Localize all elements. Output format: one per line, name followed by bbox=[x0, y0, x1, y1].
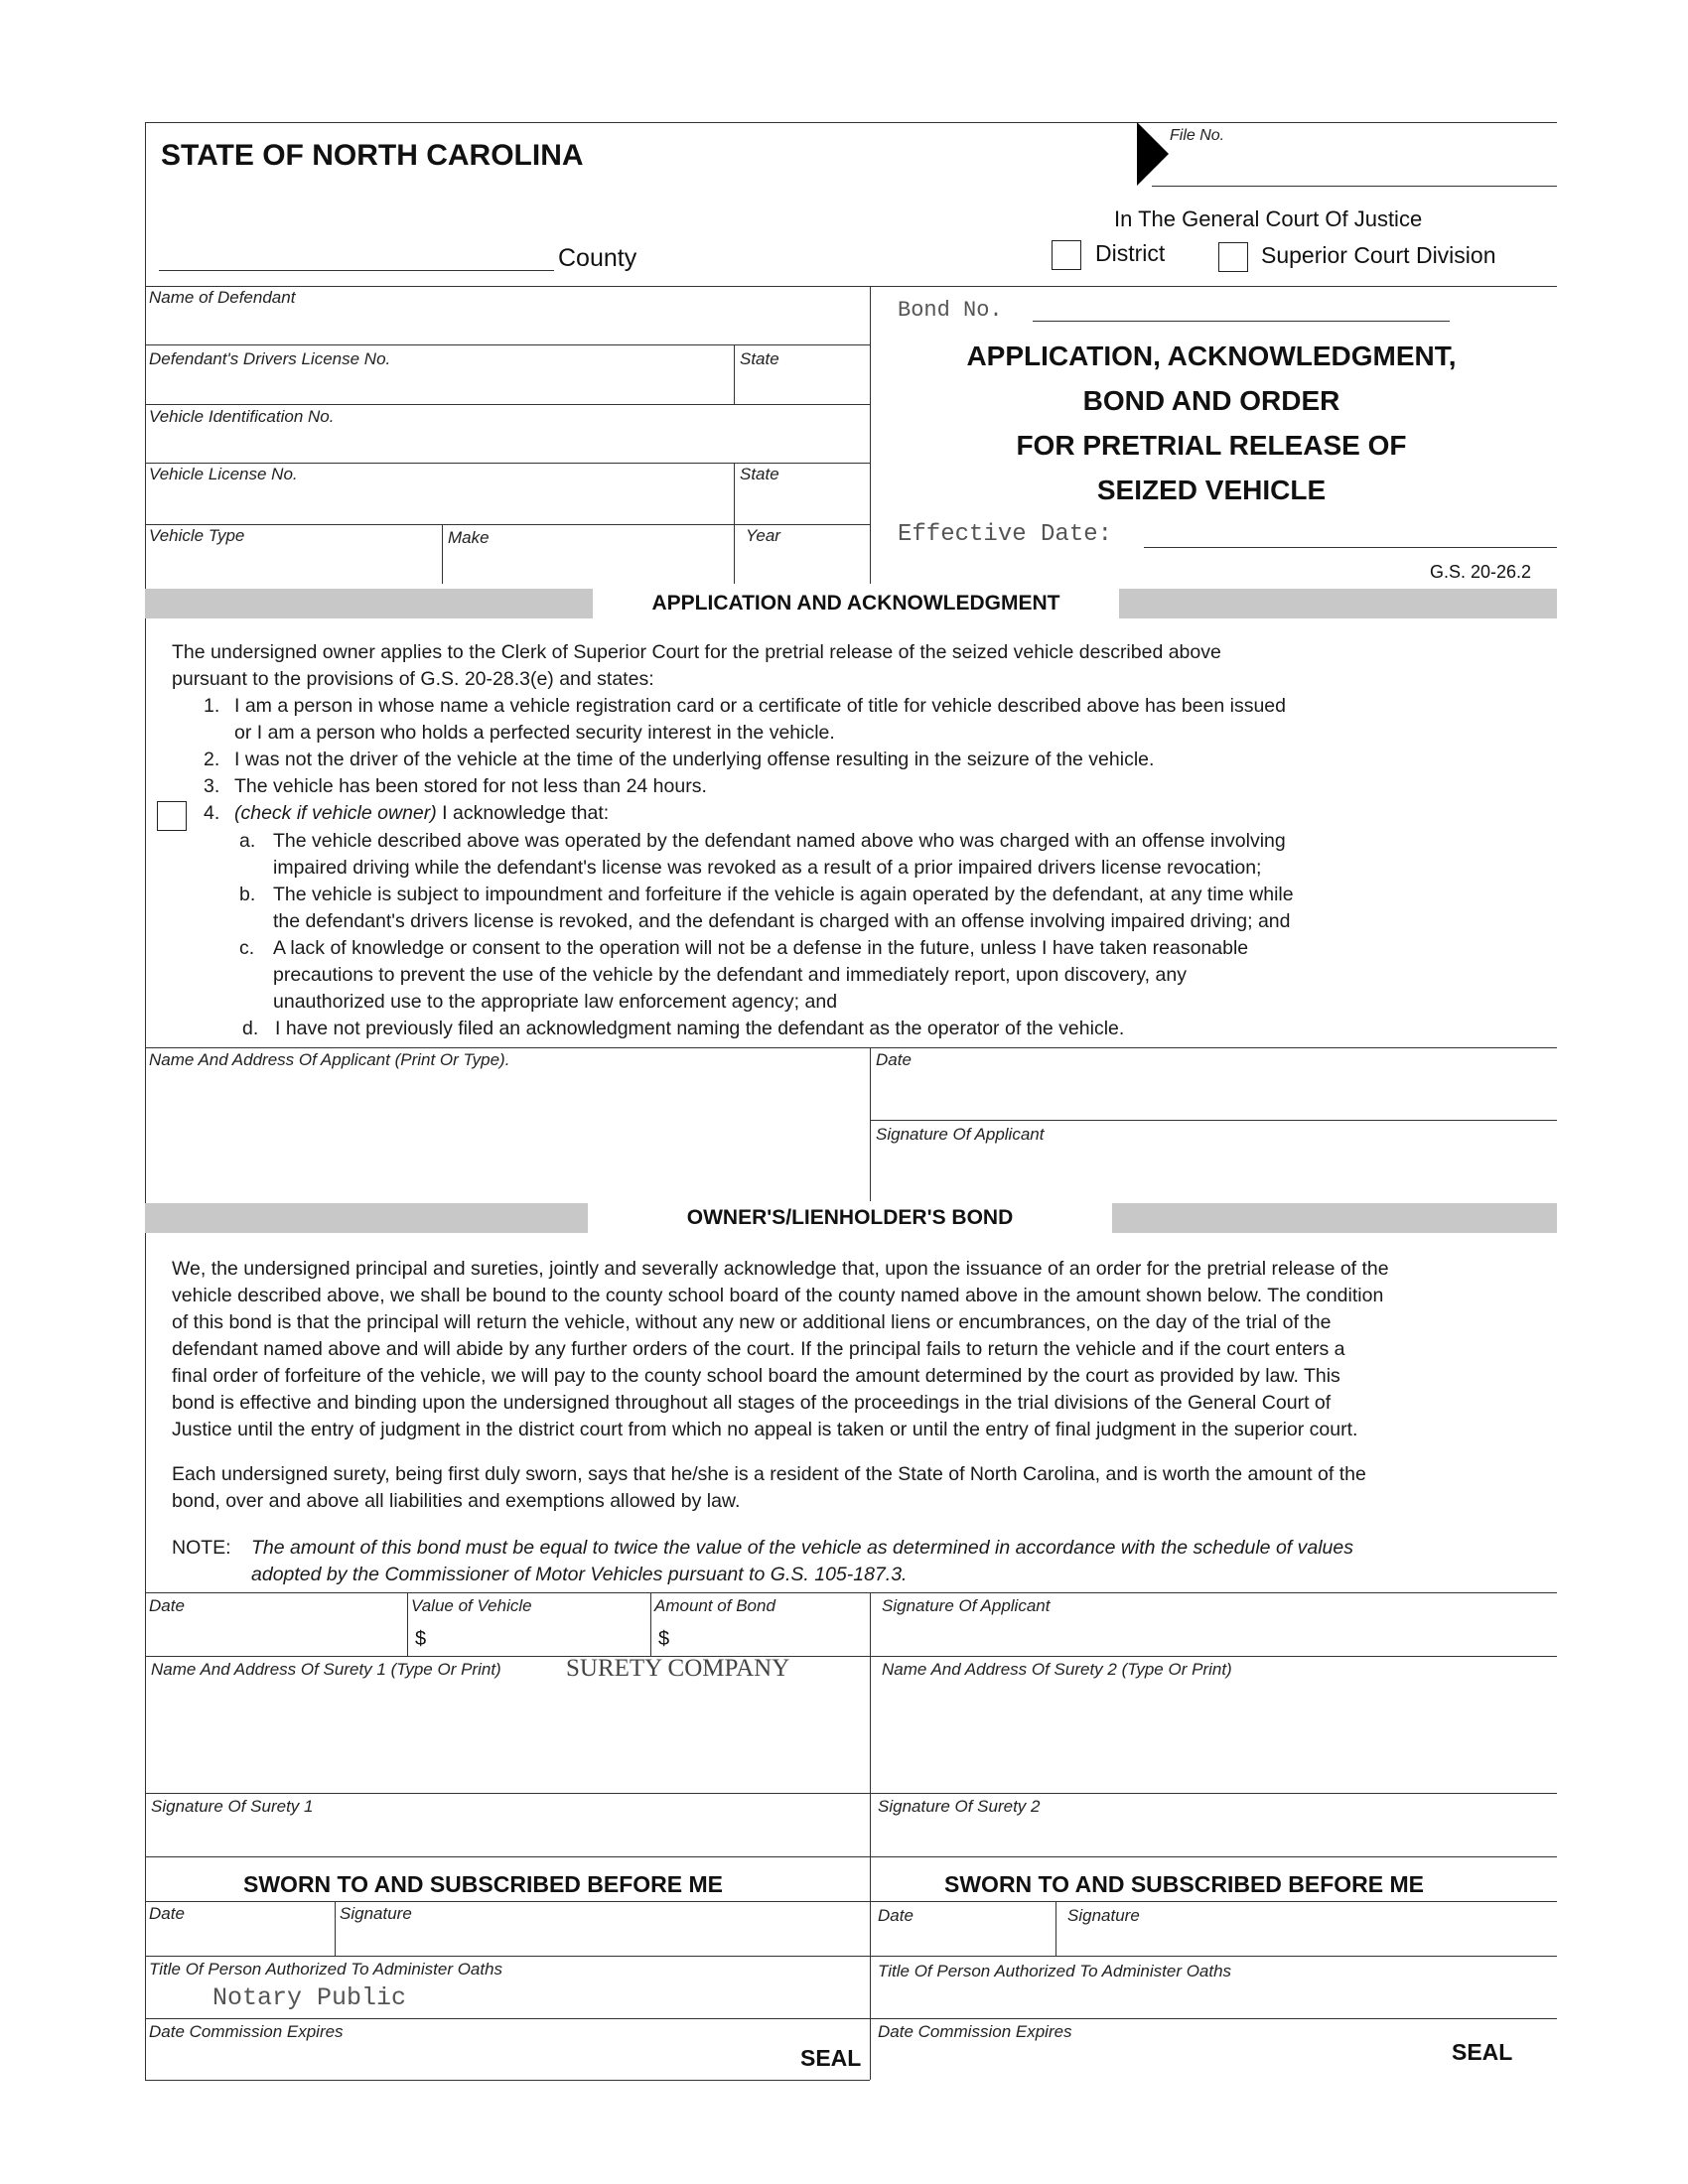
bond-no-label: Bond No. bbox=[898, 298, 1003, 323]
bond-vline-2 bbox=[650, 1592, 651, 1656]
grid-line-1 bbox=[145, 344, 870, 345]
statute-label: G.S. 20-26.2 bbox=[1430, 562, 1532, 582]
left-border bbox=[145, 122, 146, 2080]
bond-date-label: Date bbox=[149, 1596, 185, 1615]
item-4-number: 4. bbox=[204, 802, 220, 824]
form-title-line-4: SEIZED VEHICLE bbox=[1096, 475, 1327, 505]
sworn-right-commission-label: Date Commission Expires bbox=[878, 2022, 1072, 2041]
form-title-line-3: FOR PRETRIAL RELEASE OF bbox=[1016, 430, 1407, 461]
surety2-signature-label: Signature Of Surety 2 bbox=[878, 1797, 1041, 1816]
grid-vline-1 bbox=[734, 344, 735, 404]
applicant-date-label: Date bbox=[876, 1050, 912, 1069]
sworn-commission-line bbox=[145, 2018, 1557, 2019]
vehicle-type-label: Vehicle Type bbox=[149, 526, 245, 545]
note-text-line-1: The amount of this bond must be equal to twice the value of the vehicle as determined in accordance with the schedule of values bbox=[251, 1537, 1353, 1559]
sworn-heading-left: SWORN TO AND SUBSCRIBED BEFORE ME bbox=[243, 1871, 724, 1897]
top-border bbox=[145, 122, 1557, 123]
district-label: District bbox=[1095, 240, 1166, 266]
file-no-label: File No. bbox=[1170, 127, 1225, 144]
note-text-line-2: adopted by the Commissioner of Motor Vehicles pursuant to G.S. 105-187.3. bbox=[251, 1564, 908, 1585]
form-title-line-1: APPLICATION, ACKNOWLEDGMENT, bbox=[966, 341, 1457, 371]
name-of-defendant-label: Name of Defendant bbox=[149, 288, 296, 307]
surety1-signature-label: Signature Of Surety 1 bbox=[151, 1797, 314, 1816]
applicant-signature-label: Signature Of Applicant bbox=[876, 1125, 1045, 1144]
item-2-number: 2. bbox=[204, 749, 220, 770]
value-of-vehicle-label: Value of Vehicle bbox=[411, 1596, 532, 1615]
sub-d-letter: d. bbox=[242, 1018, 259, 1039]
note-label: NOTE: bbox=[172, 1537, 231, 1559]
sub-a-line-1: The vehicle described above was operated by the defendant named above who was charged with an offense involving bbox=[273, 830, 1286, 852]
grid-vline-2 bbox=[734, 463, 735, 584]
applicant-divider bbox=[870, 1047, 871, 1201]
superior-label: Superior Court Division bbox=[1261, 242, 1496, 268]
item-1-line-2: or I am a person who holds a perfected security interest in the vehicle. bbox=[234, 722, 835, 744]
sub-c-line-1: A lack of knowledge or consent to the operation will not be a defense in the future, unless I have taken reasonable bbox=[273, 937, 1249, 959]
header-bottom-line bbox=[145, 286, 1557, 287]
sub-b-letter: b. bbox=[239, 884, 256, 905]
vehicle-owner-checkbox[interactable] bbox=[157, 801, 187, 831]
sub-c-line-2: precautions to prevent the use of the vehicle by the defendant and immediately report, upon discovery, any bbox=[273, 964, 1187, 986]
item-1-line-1: I am a person in whose name a vehicle registration card or a certificate of title for vehicle described above has been issued bbox=[234, 695, 1286, 717]
state-title: STATE OF NORTH CAROLINA bbox=[161, 139, 584, 172]
sub-a-letter: a. bbox=[239, 830, 256, 852]
sworn-right-title-label: Title Of Person Authorized To Administer Oaths bbox=[878, 1962, 1232, 1980]
state-label: State bbox=[740, 349, 779, 368]
file-arrow-icon bbox=[1137, 122, 1169, 186]
make-label: Make bbox=[448, 528, 490, 547]
bond-signature-applicant-label: Signature Of Applicant bbox=[882, 1596, 1051, 1615]
bond-para1-line-4: defendant named above and will abide by any further orders of the court. If the principal fails to return the vehicle and if the court enters a bbox=[172, 1338, 1345, 1360]
vehicle-license-label: Vehicle License No. bbox=[149, 465, 298, 483]
application-section-title: APPLICATION AND ACKNOWLEDGMENT bbox=[593, 589, 1119, 618]
bond-para2-line-2: bond, over and above all liabilities and exemptions allowed by law. bbox=[172, 1490, 741, 1512]
court-heading: In The General Court Of Justice bbox=[1114, 206, 1423, 231]
superior-checkbox[interactable] bbox=[1218, 242, 1248, 272]
bond-para1-line-3: of this bond is that the principal will return the vehicle, without any new or additional liens or encumbrances, on the day of the trial of the bbox=[172, 1311, 1332, 1333]
sworn-heading-right: SWORN TO AND SUBSCRIBED BEFORE ME bbox=[944, 1871, 1425, 1897]
item-3-number: 3. bbox=[204, 775, 220, 797]
surety1-name-label: Name And Address Of Surety 1 (Type Or Print) bbox=[151, 1660, 501, 1679]
drivers-license-label: Defendant's Drivers License No. bbox=[149, 349, 391, 368]
bond-vline-1 bbox=[407, 1592, 408, 1656]
sworn-right-vline bbox=[1055, 1901, 1056, 1956]
bond-para1-line-5: final order of forfeiture of the vehicle, we will pay to the county school board the amount determined by the court as provided by law. This bbox=[172, 1365, 1340, 1387]
file-no-line[interactable] bbox=[1152, 186, 1557, 187]
grid-vline-3 bbox=[442, 524, 443, 584]
form-title bbox=[894, 334, 1529, 512]
surety2-name-label: Name And Address Of Surety 2 (Type Or Print) bbox=[882, 1660, 1232, 1679]
applicant-name-address-label: Name And Address Of Applicant (Print Or Type). bbox=[149, 1050, 510, 1069]
sworn-divider bbox=[870, 1856, 871, 2080]
effective-date-label: Effective Date: bbox=[898, 521, 1113, 548]
surety-sig-line bbox=[145, 1793, 1557, 1794]
sworn-date-line bbox=[145, 1901, 1557, 1902]
seal-right: SEAL bbox=[1452, 2039, 1513, 2065]
county-line[interactable] bbox=[159, 270, 554, 271]
district-checkbox[interactable] bbox=[1052, 240, 1081, 270]
applicant-mid-line bbox=[870, 1120, 1557, 1121]
grid-line-3 bbox=[145, 463, 870, 464]
value-dollar-sign: $ bbox=[415, 1628, 427, 1650]
amount-of-bond-label: Amount of Bond bbox=[654, 1596, 775, 1615]
sub-d-text: I have not previously filed an acknowledgment naming the defendant as the operator of the vehicle. bbox=[275, 1018, 1125, 1039]
sub-c-line-3: unauthorized use to the appropriate law enforcement agency; and bbox=[273, 991, 838, 1013]
sub-c-letter: c. bbox=[239, 937, 255, 959]
sub-b-line-2: the defendant's drivers license is revoked, and the defendant is charged with an offense involving impaired driving; and bbox=[273, 910, 1291, 932]
surety-top-line bbox=[145, 1656, 1557, 1657]
surety1-name-value[interactable]: SURETY COMPANY bbox=[566, 1655, 790, 1682]
grid-line-2 bbox=[145, 404, 870, 405]
item-4-rest: I acknowledge that: bbox=[436, 802, 610, 824]
item-4-text bbox=[234, 800, 609, 827]
effective-date-line[interactable] bbox=[1144, 547, 1557, 548]
sworn-left-date-label: Date bbox=[149, 1904, 185, 1923]
amount-dollar-sign: $ bbox=[658, 1628, 670, 1650]
sworn-left-signature-label: Signature bbox=[340, 1904, 412, 1923]
sworn-left-title-label: Title Of Person Authorized To Administer Oaths bbox=[149, 1960, 503, 1979]
grid-line-4 bbox=[145, 524, 870, 525]
form-title-line-2: BOND AND ORDER bbox=[1082, 385, 1340, 416]
county-label: County bbox=[558, 244, 637, 272]
bottom-line-left bbox=[145, 2080, 870, 2081]
item-2-text: I was not the driver of the vehicle at the time of the underlying offense resulting in the seizure of the vehicle. bbox=[234, 749, 1155, 770]
grid-divider bbox=[870, 286, 871, 584]
item-4-italic: (check if vehicle owner) bbox=[234, 802, 437, 824]
state2-label: State bbox=[740, 465, 779, 483]
bond-divider bbox=[870, 1592, 871, 1856]
bond-para1-line-6: bond is effective and binding upon the undersigned throughout all stages of the proceedings in the trial divisions of the General Court of bbox=[172, 1392, 1332, 1414]
year-label: Year bbox=[746, 526, 780, 545]
bond-para1-line-7: Justice until the entry of judgment in the district court from which no appeal is taken or until the entry of final judgment in the superior court. bbox=[172, 1419, 1358, 1440]
bond-para1-line-2: vehicle described above, we shall be bound to the county school board of the county named above in the amount shown below. The condition bbox=[172, 1285, 1384, 1306]
sworn-right-date-label: Date bbox=[878, 1906, 914, 1925]
vin-label: Vehicle Identification No. bbox=[149, 407, 335, 426]
sworn-top-line bbox=[145, 1856, 1557, 1857]
notary-public-value[interactable]: Notary Public bbox=[212, 1983, 407, 2012]
bond-para2-line-1: Each undersigned surety, being first duly sworn, says that he/she is a resident of the State of North Carolina, and is worth the amount of the bbox=[172, 1463, 1366, 1485]
applicant-top-line bbox=[145, 1047, 1557, 1048]
bond-para1-line-1: We, the undersigned principal and sureties, jointly and severally acknowledge that, upon the issuance of an order for the pretrial release of the bbox=[172, 1258, 1389, 1280]
seal-left: SEAL bbox=[800, 2045, 862, 2071]
app-intro-2: pursuant to the provisions of G.S. 20-28.3(e) and states: bbox=[172, 668, 654, 690]
sworn-left-commission-label: Date Commission Expires bbox=[149, 2022, 344, 2041]
bond-table-top-line bbox=[145, 1592, 1557, 1593]
sub-b-line-1: The vehicle is subject to impoundment and forfeiture if the vehicle is again operated by the defendant, at any time while bbox=[273, 884, 1294, 905]
sworn-right-signature-label: Signature bbox=[1067, 1906, 1140, 1925]
sworn-left-vline bbox=[335, 1901, 336, 1956]
bond-section-title: OWNER'S/LIENHOLDER'S BOND bbox=[588, 1203, 1112, 1233]
item-3-text: The vehicle has been stored for not less than 24 hours. bbox=[234, 775, 707, 797]
bond-no-line[interactable] bbox=[1033, 321, 1450, 322]
sub-a-line-2: impaired driving while the defendant's license was revoked as a result of a prior impaired drivers license revocation; bbox=[273, 857, 1262, 879]
sworn-title-line bbox=[145, 1956, 1557, 1957]
item-1-number: 1. bbox=[204, 695, 220, 717]
app-intro-1: The undersigned owner applies to the Clerk of Superior Court for the pretrial release of the seized vehicle described above bbox=[172, 641, 1221, 663]
